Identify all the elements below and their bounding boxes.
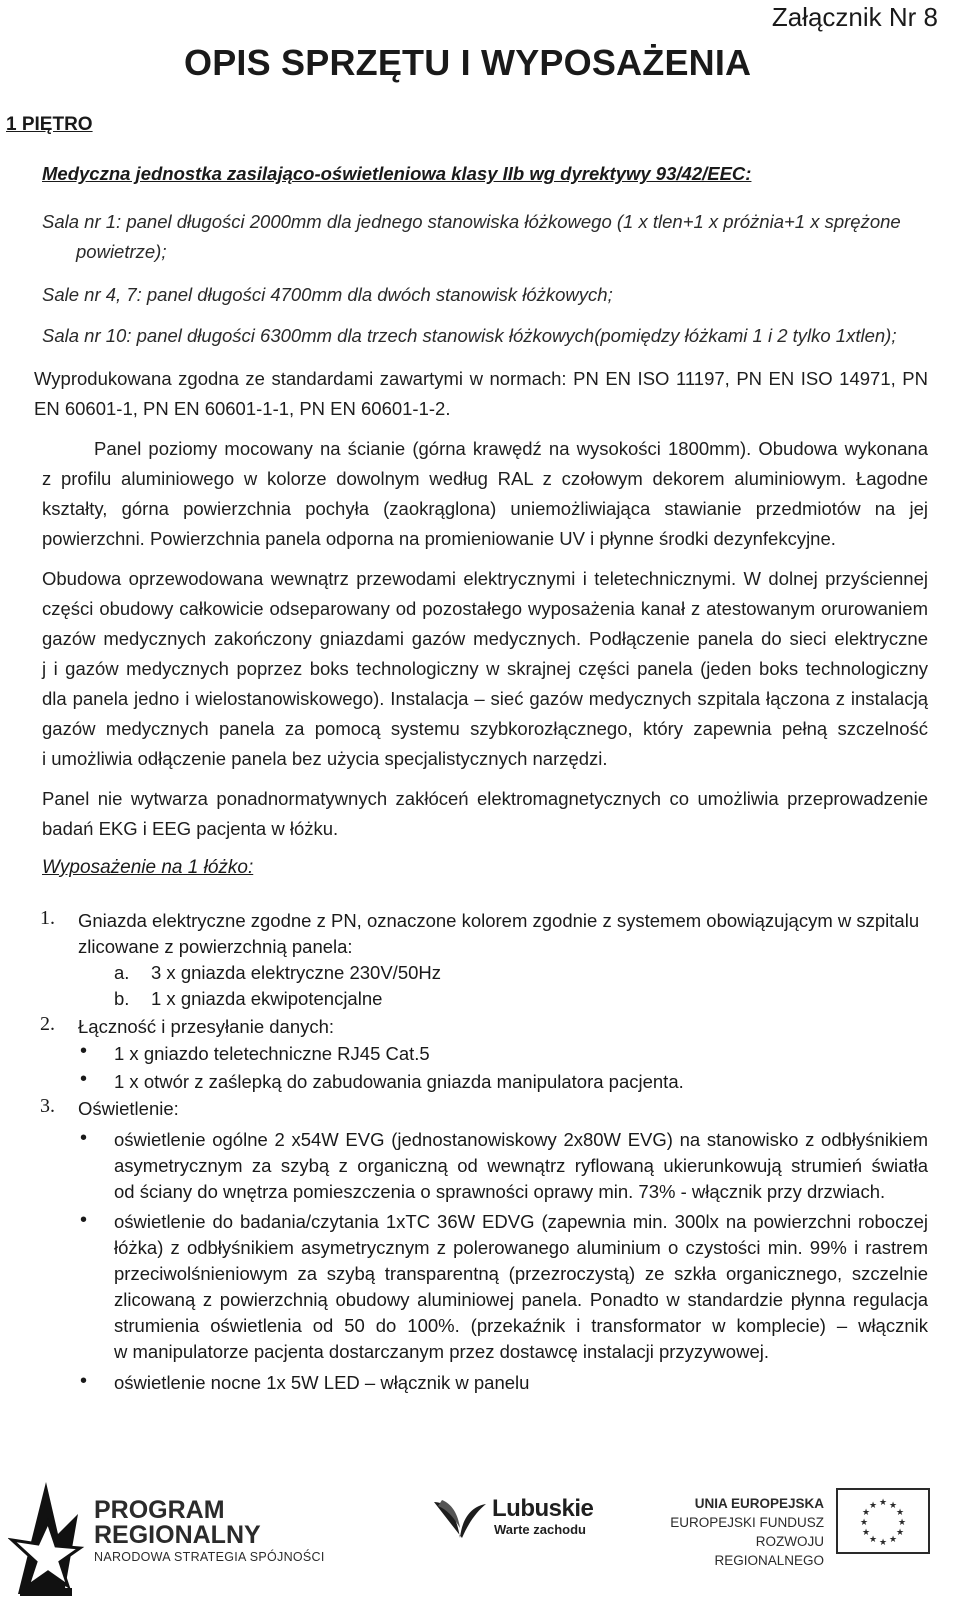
room10-line: Sala nr 10: panel długości 6300mm dla trzech stanowisk łóżkowych(pomiędzy łóżkami 1 i 2 tylko 1xtlen); bbox=[42, 325, 897, 346]
item3-bullet3: oświetlenie nocne 1x 5W LED – włącznik w panelu bbox=[114, 1372, 530, 1393]
item3-b2-line1: oświetlenie do badania/czytania 1xTC 36W EDVG (zapewnia min. 300lx na powierzchni roboczej bbox=[114, 1211, 928, 1232]
floor-label: 1 PIĘTRO bbox=[6, 114, 93, 135]
item2-number: 2. bbox=[40, 1013, 55, 1035]
svg-text:★: ★ bbox=[888, 1501, 898, 1511]
housing-line5: dla panela jedno i wielostanowiskowego). Instalacja – sieć gazów medycznych szpitala łączona z instalacją bbox=[42, 688, 928, 709]
item2-text: Łączność i przesyłanie danych: bbox=[78, 1016, 335, 1037]
annex-label: Załącznik Nr 8 bbox=[771, 2, 938, 32]
unit-heading: Medyczna jednostka zasilająco-oświetleniowa klasy IIb wg dyrektywy 93/42/EEC: bbox=[42, 163, 752, 184]
housing-line2: części obudowy całkowicie odseparowany od pozostałego wyposażenia kanał z atestowanym orurowaniem bbox=[42, 598, 928, 619]
item1-b-letter: b. bbox=[114, 988, 130, 1009]
lubuskie-name: Lubuskie bbox=[492, 1495, 594, 1522]
svg-text:★: ★ bbox=[878, 1538, 888, 1548]
item3-b2-line5: strumienia oświetlenia od 50 do 100%. (przekaźnik i transformator w komplecie) – włącznik bbox=[114, 1315, 928, 1336]
item3-b2-line6: w manipulatorze pacjenta dostarczanym przez dostawcę instalacji przyzywowej. bbox=[114, 1341, 769, 1362]
standards-line2: EN 60601-1, PN EN 60601-1-1, PN EN 60601-1-2. bbox=[34, 398, 451, 419]
standards-paragraph bbox=[34, 364, 928, 424]
lubuskie-logo bbox=[492, 1496, 593, 1538]
bullet-icon: • bbox=[80, 1068, 88, 1090]
room1-line2: powietrze); bbox=[76, 241, 167, 262]
bullet-icon: • bbox=[80, 1040, 88, 1062]
item3-b1-line2: asymetrycznym za szybą z organiczną od wewnątrz ryflowaną ukierunkowują strumień światła bbox=[114, 1155, 928, 1176]
program-line3: NARODOWA STRATEGIA SPÓJNOŚCI bbox=[94, 1550, 325, 1564]
svg-text:★: ★ bbox=[861, 1508, 871, 1518]
item1-b-text: 1 x gniazda ekwipotencjalne bbox=[151, 988, 383, 1009]
svg-text:★: ★ bbox=[888, 1535, 898, 1545]
housing-line3: gazów medycznych zakończony gniazdami gazów medycznych. Podłączenie panela do sieci elektryczne bbox=[42, 628, 928, 649]
item3-bullet2 bbox=[114, 1209, 928, 1365]
item3-number: 3. bbox=[40, 1095, 55, 1117]
housing-line6: gazów medycznych panela za pomocą systemu szybkorozłącznego, który zapewnia pełną szczelność bbox=[42, 718, 928, 739]
emc-line1: Panel nie wytwarza ponadnormatywnych zakłóceń elektromagnetycznych co umożliwia przeprowadzenie bbox=[42, 788, 928, 809]
housing-line7: i umożliwia odłączenie panela bez użycia specjalistycznych narzędzi. bbox=[42, 748, 608, 769]
panel-paragraph bbox=[42, 434, 928, 554]
room1-line1: Sala nr 1: panel długości 2000mm dla jednego stanowiska łóżkowego (1 x tlen+1 x próżnia+1 x sprężone bbox=[42, 211, 901, 232]
item2-bullet2: 1 x otwór z zaślepką do zabudowania gniazda manipulatora pacjenta. bbox=[114, 1071, 684, 1092]
housing-line4: j i gazów medycznych poprzez boks technologiczny w skrajnej części panela (jeden boks technologiczny bbox=[42, 658, 928, 679]
eu-line2: EUROPEJSKI FUNDUSZ bbox=[670, 1515, 824, 1530]
item3-b1-line1: oświetlenie ogólne 2 x54W EVG (jednostanowiskowy 2x80W EVG) na stanowisko z odbłyśnikiem bbox=[114, 1129, 928, 1150]
standards-line1: Wyprodukowana zgodna ze standardami zawartymi w normach: PN EN ISO 11197, PN EN ISO 14971, PN bbox=[34, 368, 928, 389]
svg-text:★: ★ bbox=[859, 1518, 869, 1528]
room47-line: Sale nr 4, 7: panel długości 4700mm dla dwóch stanowisk łóżkowych; bbox=[42, 284, 613, 305]
panel-line4: powierzchni. Powierzchnia panela odporna na promieniowanie UV i płynne środki dezynfekcyjne. bbox=[42, 528, 836, 549]
svg-text:★: ★ bbox=[878, 1498, 888, 1508]
panel-line3: kształty, górna powierzchnia pochyła (zaokrąglona) uniemożliwiająca stawianie przedmiotów na jej bbox=[42, 498, 928, 519]
svg-text:★: ★ bbox=[895, 1508, 905, 1518]
item3-b1-line3: od ściany do wnętrza pomieszczenia o sprawności oprawy min. 73% - włącznik przy drzwiach. bbox=[114, 1181, 886, 1202]
eu-flag-icon bbox=[836, 1488, 930, 1554]
bullet-icon: • bbox=[80, 1209, 88, 1231]
program-line2: REGIONALNY bbox=[94, 1521, 261, 1549]
program-regionalny-logo bbox=[94, 1498, 325, 1566]
item3-b2-line4: zlicowaną z powierzchnią obudowy aluminiowej panela. Ponadto w standardzie płynna regulacja bbox=[114, 1289, 928, 1310]
housing-paragraph bbox=[42, 564, 928, 774]
item2-bullet1: 1 x gniazdo teletechniczne RJ45 Cat.5 bbox=[114, 1043, 430, 1064]
svg-text:★: ★ bbox=[861, 1528, 871, 1538]
lubuskie-emblem bbox=[432, 1498, 488, 1545]
equipment-heading: Wyposażenie na 1 łóżko: bbox=[42, 857, 254, 878]
eu-text bbox=[652, 1494, 824, 1570]
item1-line1: Gniazda elektryczne zgodne z PN, oznaczone kolorem zgodnie z systemem obowiązującym w szpitalu bbox=[78, 910, 920, 931]
svg-text:★: ★ bbox=[868, 1535, 878, 1545]
panel-line2: z profilu aluminiowego w kolorze dowolnym według RAL z czołowym dekorem aluminiowym. Łagodne bbox=[42, 468, 928, 489]
item3-b2-line2: łóżka) z odbłyśnikiem asymetrycznym z polerowanego aluminium o czystości min. 99% i rastrem bbox=[114, 1237, 928, 1258]
bullet-icon: • bbox=[80, 1370, 88, 1392]
svg-text:★: ★ bbox=[868, 1501, 878, 1511]
item3-text: Oświetlenie: bbox=[78, 1098, 179, 1119]
item1-a-letter: a. bbox=[114, 962, 130, 983]
item3-b2-line3: przeciwolśnieniowym za szybą transparentną (przezroczystą) ze szkła organicznego, szczelnie bbox=[114, 1263, 928, 1284]
bullet-icon: • bbox=[80, 1127, 88, 1149]
svg-text:★: ★ bbox=[895, 1528, 905, 1538]
program-line1: PROGRAM bbox=[94, 1496, 225, 1524]
item3-bullet1 bbox=[114, 1127, 928, 1205]
eu-line1: UNIA EUROPEJSKA bbox=[694, 1496, 824, 1511]
program-regionalny-emblem bbox=[8, 1474, 88, 1610]
svg-text:★: ★ bbox=[897, 1518, 907, 1528]
housing-line1: Obudowa oprzewodowana wewnątrz przewodami elektrycznymi i teletechnicznymi. W dolnej przyściennej bbox=[42, 568, 928, 589]
emc-line2: badań EKG i EEG pacjenta w łóżku. bbox=[42, 818, 339, 839]
emc-paragraph bbox=[42, 784, 928, 844]
panel-line1: Panel poziomy mocowany na ścianie (górna krawędź na wysokości 1800mm). Obudowa wykonana bbox=[94, 438, 928, 459]
item1-line2: zlicowane z powierzchnią panela: bbox=[78, 936, 353, 957]
item1-a-text: 3 x gniazda elektryczne 230V/50Hz bbox=[151, 962, 442, 983]
eu-line3: ROZWOJU REGIONALNEGO bbox=[714, 1534, 824, 1568]
item1-number: 1. bbox=[40, 907, 55, 929]
page-title: OPIS SPRZĘTU I WYPOSAŻENIA bbox=[184, 42, 752, 83]
lubuskie-tagline: Warte zachodu bbox=[494, 1522, 586, 1537]
